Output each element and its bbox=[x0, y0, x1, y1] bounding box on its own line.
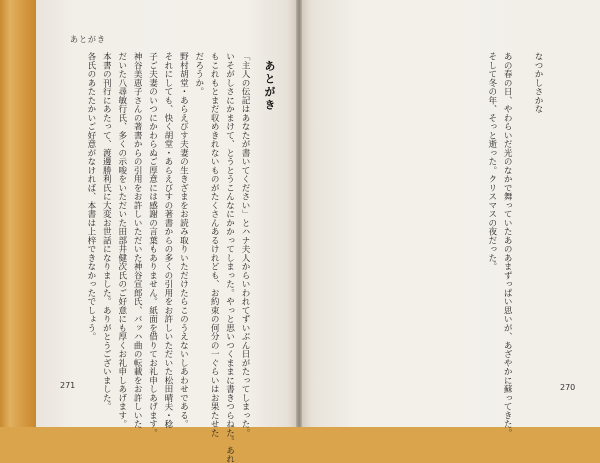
text-column: だろうか。 bbox=[193, 52, 204, 96]
text-column: いそがしさにかまけて、とうとうこんなにかかってしまった。やっと思いつくままに書きつらねた。あれ bbox=[224, 52, 235, 463]
blank-line bbox=[514, 52, 529, 382]
book-gutter bbox=[296, 0, 302, 427]
text-column: 本書の刊行にあたって、渡邊勝利氏に大変お世話になりました。ありがとうございました。 bbox=[101, 52, 112, 411]
right-page bbox=[300, 0, 600, 437]
running-head: あとがき bbox=[70, 35, 106, 44]
text-column: 野村胡堂・あらえびす夫妻の生きざまをお読み取りいただけたらこのうえないしあわせである。 bbox=[178, 52, 189, 429]
right-page-number: 270 bbox=[560, 383, 576, 392]
text-column: もこれもとまだ収めきれないものがたくさんあるけれども、お約束の何分の一ぐらいはお果たせた bbox=[209, 52, 220, 437]
text-column: なつかしさかな bbox=[533, 52, 543, 114]
right-page-body bbox=[483, 52, 545, 437]
left-page-body bbox=[83, 52, 252, 463]
text-column: だいた八尋敏行氏、多くの示唆をいただいた田部井健次氏のご好意にも厚くお礼申しあげます。 bbox=[116, 52, 127, 429]
text-column: あの春の日、やわらいだ光のなかで舞っていたあのあまずっぱい思いが、あざやかに蘇ってきた。 bbox=[502, 52, 513, 437]
text-column: そして冬の年、そっと逝った。クリスマスの夜だった。 bbox=[486, 52, 497, 271]
text-column: 各氏のあたたかいご好意がなければ、本書は上梓できなかったでしょう。 bbox=[85, 52, 96, 341]
left-page-number: 271 bbox=[60, 381, 76, 390]
text-column: それにしても、快く胡堂・あらえびすの著書からの多くの引用をお許しいただいた松田晴夫・稔 bbox=[162, 52, 173, 429]
section-heading: あとがき bbox=[263, 60, 276, 112]
text-column: 子ご夫妻のいつにかわらぬご厚意には感謝の言葉もありません。紙面を借りてお礼申しあげます。 bbox=[147, 52, 158, 437]
text-column: 神谷美恵子さんの著書からの引用をお許しいただいた神谷宣郎氏、バッハ曲の転載をお許しいた bbox=[132, 52, 143, 429]
text-column: 「主人の伝記はあなたが書いてください」とハナ夫人からいわれてずいぶん日がたってしまった。 bbox=[240, 52, 250, 437]
